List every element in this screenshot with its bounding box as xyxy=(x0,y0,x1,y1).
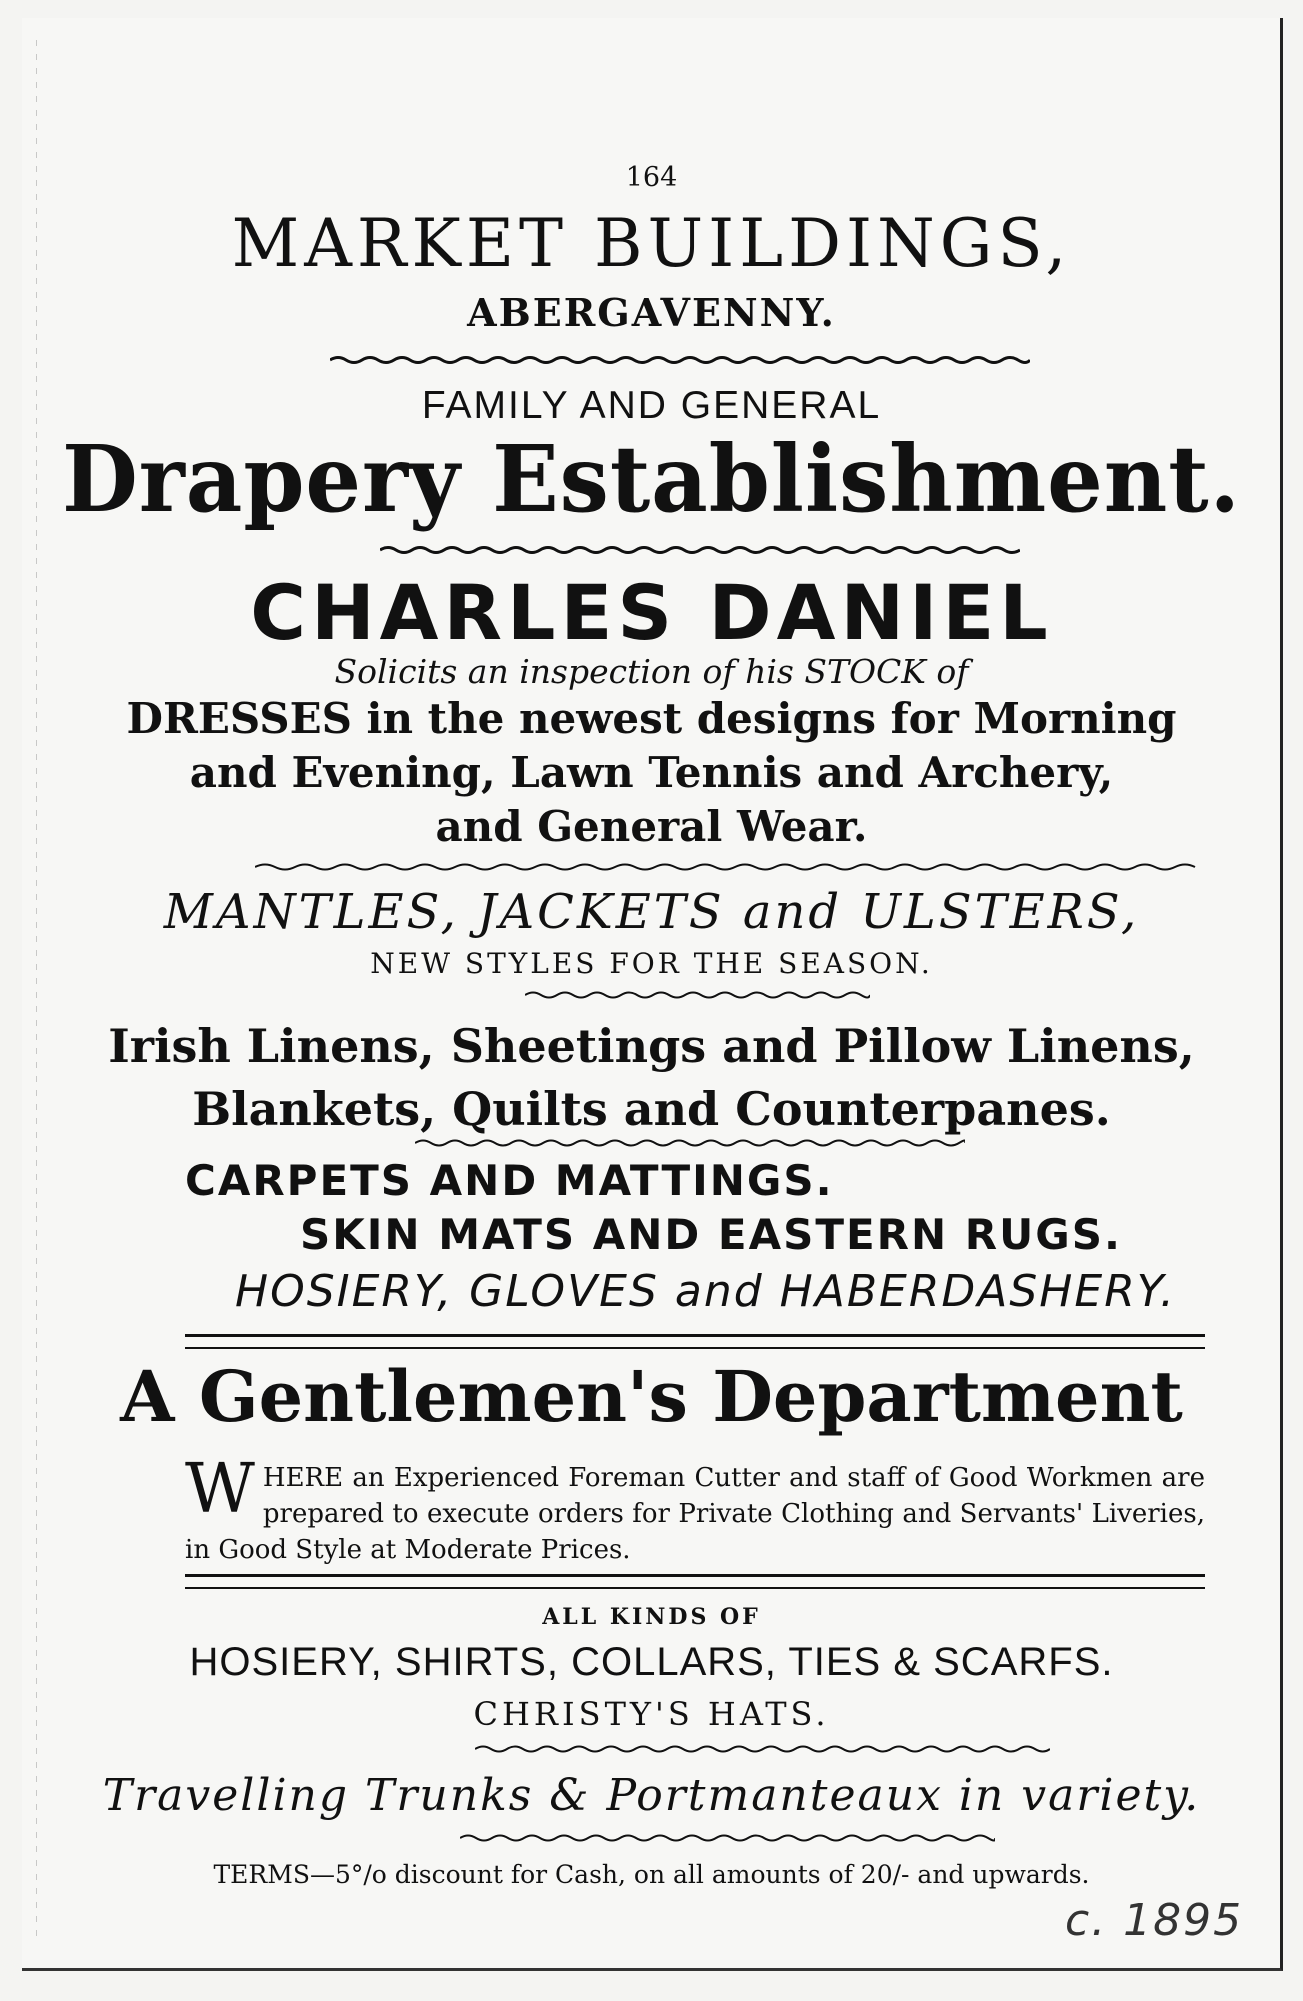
wavy-divider xyxy=(415,1138,965,1148)
description-text: HERE an Experienced Foreman Cutter and staff of Good Workmen are prepared to execute orders for Private Clothing and Servants' Liveries, in Good Style at Moderate Prices. xyxy=(185,1463,1205,1565)
solicits-line: Solicits an inspection of his STOCK of xyxy=(334,652,969,691)
wavy-divider xyxy=(330,355,1030,365)
mantles-subtitle: NEW STYLES FOR THE SEASON. xyxy=(370,947,933,980)
dresses-block xyxy=(0,692,1303,854)
wavy-divider xyxy=(380,545,1020,555)
linens-block xyxy=(0,1015,1303,1141)
dresses-line: and Evening, Lawn Tennis and Archery, xyxy=(189,748,1114,797)
double-rule xyxy=(185,1574,1205,1589)
dresses-line: DRESSES in the newest designs for Morning xyxy=(126,694,1177,743)
handwritten-date: c. 1895 xyxy=(1065,1895,1244,1946)
rugs-line: SKIN MATS AND EASTERN RUGS. xyxy=(300,1210,1122,1259)
wavy-divider xyxy=(525,990,870,1000)
all-kinds-label: ALL KINDS OF xyxy=(542,1604,761,1630)
wavy-divider xyxy=(460,1833,995,1843)
carpets-line: CARPETS AND MATTINGS. xyxy=(185,1156,834,1205)
haberdashery-line: HOSIERY, GLOVES and HABERDASHERY. xyxy=(235,1266,1176,1317)
wavy-divider xyxy=(475,1744,1050,1754)
mantles-heading: MANTLES, JACKETS and ULSTERS, xyxy=(163,884,1140,940)
town-heading: ABERGAVENNY. xyxy=(467,290,836,335)
hats-line: CHRISTY'S HATS. xyxy=(473,1695,830,1733)
terms-line: TERMS—5°/o discount for Cash, on all amounts of 20/- and upwards. xyxy=(213,1860,1090,1889)
linens-line: Blankets, Quilts and Counterpanes. xyxy=(192,1082,1111,1136)
linens-line: Irish Linens, Sheetings and Pillow Linens, xyxy=(108,1019,1195,1073)
gentlemen-description xyxy=(185,1450,1205,1568)
double-rule xyxy=(185,1334,1205,1349)
wavy-divider xyxy=(255,862,1200,872)
dresses-line: and General Wear. xyxy=(435,802,868,851)
proprietor-name: CHARLES DANIEL xyxy=(250,568,1053,657)
establishment-subtitle: FAMILY AND GENERAL xyxy=(421,384,882,427)
page-number: 164 xyxy=(625,162,678,193)
establishment-title: Drapery Establishment. xyxy=(62,425,1241,533)
trunks-line: Travelling Trunks & Portmanteaux in variety. xyxy=(102,1770,1201,1821)
building-heading: MARKET BUILDINGS, xyxy=(231,205,1072,282)
drop-cap: W xyxy=(185,1450,255,1529)
shirts-line: HOSIERY, SHIRTS, COLLARS, TIES & SCARFS. xyxy=(189,1640,1114,1684)
gentlemen-heading: A Gentlemen's Department xyxy=(120,1355,1183,1438)
